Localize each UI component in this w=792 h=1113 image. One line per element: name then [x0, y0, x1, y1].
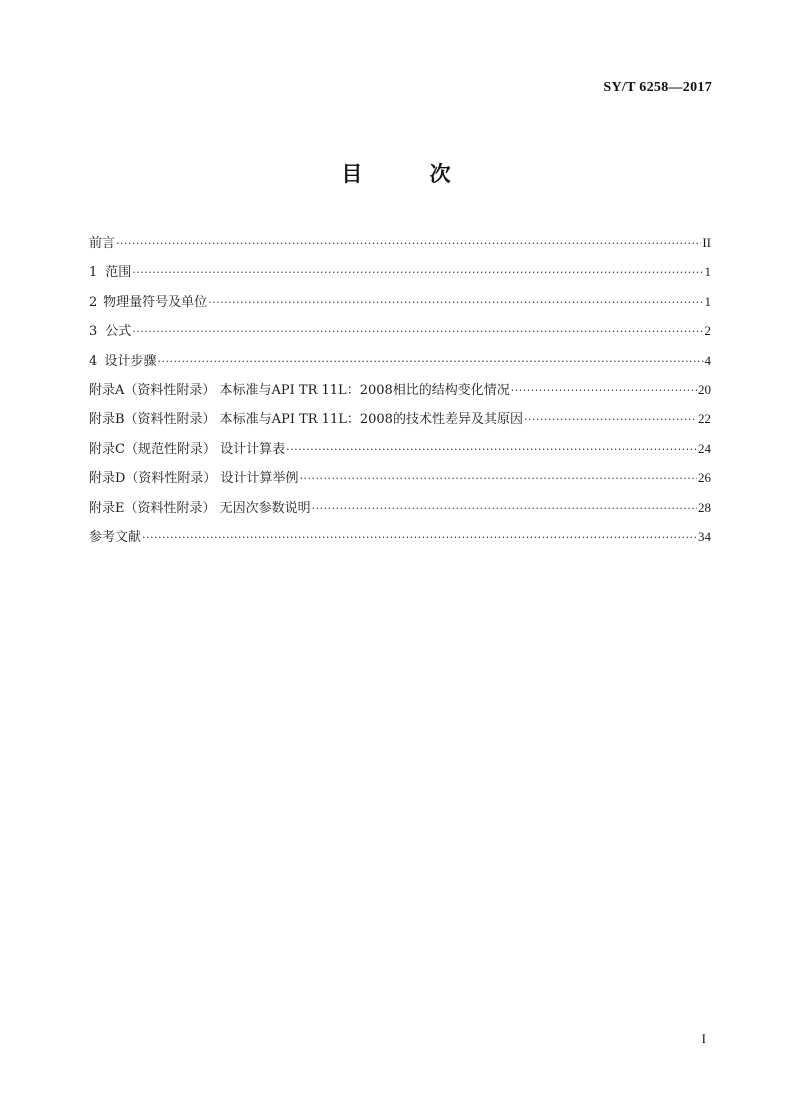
toc-entry-number: 2: [89, 294, 98, 310]
toc-entry-page: 1: [704, 264, 711, 280]
toc-entry-label: 附录B（资料性附录） 本标准与API TR 11L：2008的技术性差异及其原因: [89, 412, 523, 428]
table-of-contents: [89, 234, 711, 557]
toc-dot-leader: [142, 529, 697, 547]
toc-entry-page: 34: [698, 528, 711, 544]
toc-entry-label: 附录A（资料性附录） 本标准与API TR 11L：2008相比的结构变化情况: [89, 382, 510, 398]
toc-entry-page: 22: [698, 411, 711, 427]
toc-entry-formulas[interactable]: [89, 322, 711, 351]
toc-dot-leader: [312, 500, 697, 518]
toc-entry-design-steps[interactable]: [89, 352, 711, 381]
toc-dot-leader: [286, 441, 697, 459]
toc-entry-number: 1: [89, 265, 98, 281]
toc-entry-label: 附录D（资料性附录） 设计计算举例: [89, 471, 299, 487]
toc-entry-bibliography[interactable]: [89, 528, 711, 557]
toc-entry-page: II: [702, 235, 711, 250]
toc-dot-leader: [511, 382, 697, 400]
toc-entry-number: 3: [89, 324, 98, 340]
toc-entry-page: 28: [698, 499, 711, 515]
toc-entry-page: 26: [698, 470, 711, 486]
toc-entry-label: 附录C（规范性附录） 设计计算表: [89, 441, 286, 457]
toc-entry-page: 1: [704, 293, 711, 309]
toc-dot-leader: [300, 470, 697, 488]
toc-entry-scope[interactable]: [89, 263, 711, 292]
toc-dot-leader: [524, 411, 697, 429]
toc-entry-label: 前言: [89, 236, 116, 251]
toc-entry-page: 2: [704, 323, 711, 339]
toc-entry-annex-c[interactable]: [89, 440, 711, 469]
toc-entry-label: 设计步骤: [104, 353, 157, 369]
toc-entry-foreword[interactable]: [89, 234, 711, 263]
toc-entry-page: 24: [698, 440, 711, 456]
toc-title: 目 次: [341, 162, 481, 186]
toc-dot-leader: [158, 353, 704, 371]
toc-entry-label: 公式: [105, 324, 132, 340]
toc-dot-leader: [132, 264, 703, 282]
toc-entry-annex-d[interactable]: [89, 469, 711, 498]
toc-entry-page: 20: [698, 381, 711, 397]
toc-entry-symbols-units[interactable]: [89, 293, 711, 322]
toc-dot-leader: [208, 294, 703, 312]
toc-entry-number: 4: [89, 353, 98, 369]
toc-entry-annex-a[interactable]: [89, 381, 711, 410]
page-number: I: [701, 1031, 706, 1046]
toc-entry-page: 4: [704, 352, 711, 368]
toc-dot-leader: [132, 323, 703, 341]
toc-dot-leader: [116, 235, 701, 253]
standard-code: SY/T 6258—2017: [603, 80, 712, 95]
toc-entry-label: 物理量符号及单位: [103, 294, 208, 310]
toc-entry-label: 附录E（资料性附录） 无因次参数说明: [89, 500, 311, 516]
toc-entry-annex-e[interactable]: [89, 499, 711, 528]
toc-entry-annex-b[interactable]: [89, 410, 711, 439]
toc-entry-label: 参考文献: [89, 529, 142, 545]
toc-entry-label: 范围: [105, 265, 132, 281]
